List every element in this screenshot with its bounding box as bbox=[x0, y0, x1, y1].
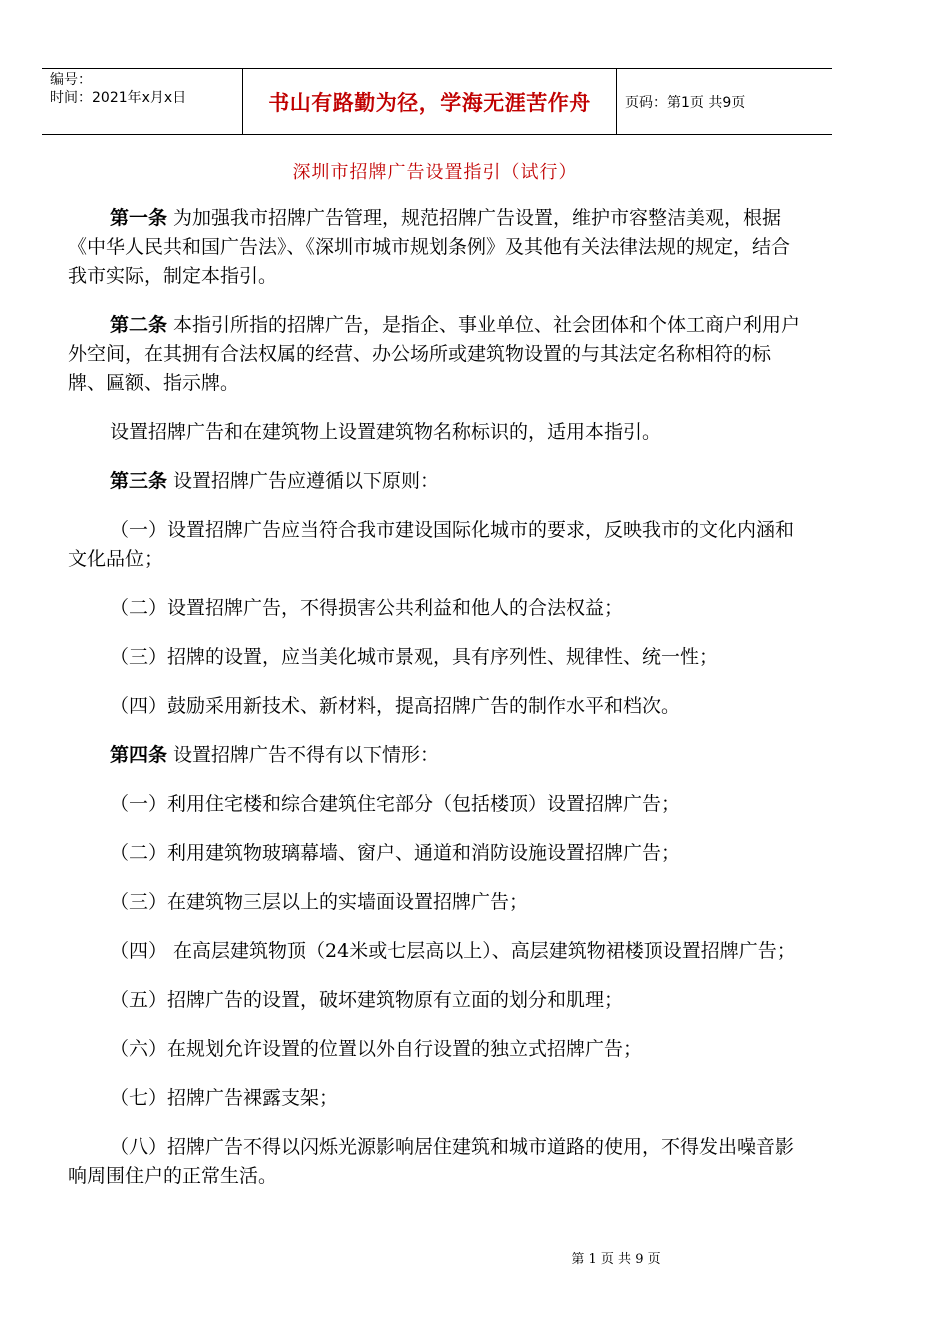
paragraph bbox=[68, 418, 804, 447]
article-label: 第四条 bbox=[110, 744, 168, 766]
paragraph-text: 设置招牌广告不得有以下情形： bbox=[167, 744, 440, 766]
paragraph-text: （二）利用建筑物玻璃幕墙、窗户、通道和消防设施设置招牌广告； bbox=[110, 842, 681, 864]
paragraph-text: （三）招牌的设置，应当美化城市景观，具有序列性、规律性、统一性； bbox=[110, 646, 719, 668]
paragraph bbox=[68, 1084, 804, 1113]
paragraph-text: 为加强我市招牌广告管理，规范招牌广告设置，维护市容整洁美观，根据《中华人民共和国广告法》、《深圳市城市规划条例》及其他有关法律法规的规定，结合我市实际，制定本指引。 bbox=[68, 207, 791, 287]
number-label: 编号： bbox=[50, 72, 92, 88]
paragraph bbox=[68, 790, 804, 819]
paragraph bbox=[68, 1133, 804, 1191]
paragraph bbox=[68, 516, 804, 574]
article-label: 第一条 bbox=[110, 207, 168, 229]
paragraph bbox=[68, 741, 804, 770]
paragraph bbox=[68, 839, 804, 868]
article-label: 第二条 bbox=[110, 314, 168, 336]
paragraph-text: （三）在建筑物三层以上的实墙面设置招牌广告； bbox=[110, 891, 529, 913]
paragraph-text: （一）利用住宅楼和综合建筑住宅部分（包括楼顶）设置招牌广告； bbox=[110, 793, 681, 815]
paragraph-text: （二）设置招牌广告，不得损害公共利益和他人的合法权益； bbox=[110, 597, 624, 619]
paragraph bbox=[68, 1035, 804, 1064]
header-meta bbox=[42, 69, 243, 134]
paragraph bbox=[68, 467, 804, 496]
article-label: 第三条 bbox=[110, 470, 168, 492]
paragraph-text: （一）设置招牌广告应当符合我市建设国际化城市的要求，反映我市的文化内涵和文化品位； bbox=[68, 519, 795, 570]
paragraph bbox=[68, 888, 804, 917]
paragraph-text: （八）招牌广告不得以闪烁光源影响居住建筑和城市道路的使用，不得发出噪音影响周围住户的正常生活。 bbox=[68, 1136, 795, 1187]
paragraph bbox=[68, 311, 804, 398]
paragraph bbox=[68, 643, 804, 672]
paragraph-text: （七）招牌广告裸露支架； bbox=[110, 1087, 339, 1109]
paragraph-text: （六）在规划允许设置的位置以外自行设置的独立式招牌广告； bbox=[110, 1038, 643, 1060]
paragraph bbox=[68, 692, 804, 721]
paragraph bbox=[68, 204, 804, 291]
footer-page-number: 第 1 页 共 9 页 bbox=[571, 1252, 661, 1267]
page-header bbox=[42, 68, 832, 135]
document-body bbox=[68, 204, 804, 1211]
time-label: 时间：2021年x月x日 bbox=[50, 90, 187, 106]
header-motto: 书山有路勤为径，学海无涯苦作舟 bbox=[243, 69, 617, 134]
paragraph bbox=[68, 986, 804, 1015]
paragraph bbox=[68, 937, 804, 966]
paragraph-text: 设置招牌广告应遵循以下原则： bbox=[167, 470, 440, 492]
page-footer bbox=[0, 1248, 950, 1267]
document-title: 深圳市招牌广告设置指引（试行） bbox=[292, 162, 578, 183]
paragraph bbox=[68, 594, 804, 623]
paragraph-text: 本指引所指的招牌广告，是指企、事业单位、社会团体和个体工商户利用户外空间，在其拥有合法权属的经营、办公场所或建筑物设置的与其法定名称相符的标牌、匾额、指示牌。 bbox=[68, 314, 801, 394]
paragraph-text: 设置招牌广告和在建筑物上设置建筑物名称标识的，适用本指引。 bbox=[110, 421, 662, 443]
paragraph-text: （四） 在高层建筑物顶（24米或七层高以上）、高层建筑物裙楼顶设置招牌广告； bbox=[110, 940, 796, 962]
paragraph-text: （四）鼓励采用新技术、新材料，提高招牌广告的制作水平和档次。 bbox=[110, 695, 681, 717]
paragraph-text: （五）招牌广告的设置，破坏建筑物原有立面的划分和肌理； bbox=[110, 989, 624, 1011]
header-page-label: 页码：第1页 共9页 bbox=[625, 94, 746, 111]
